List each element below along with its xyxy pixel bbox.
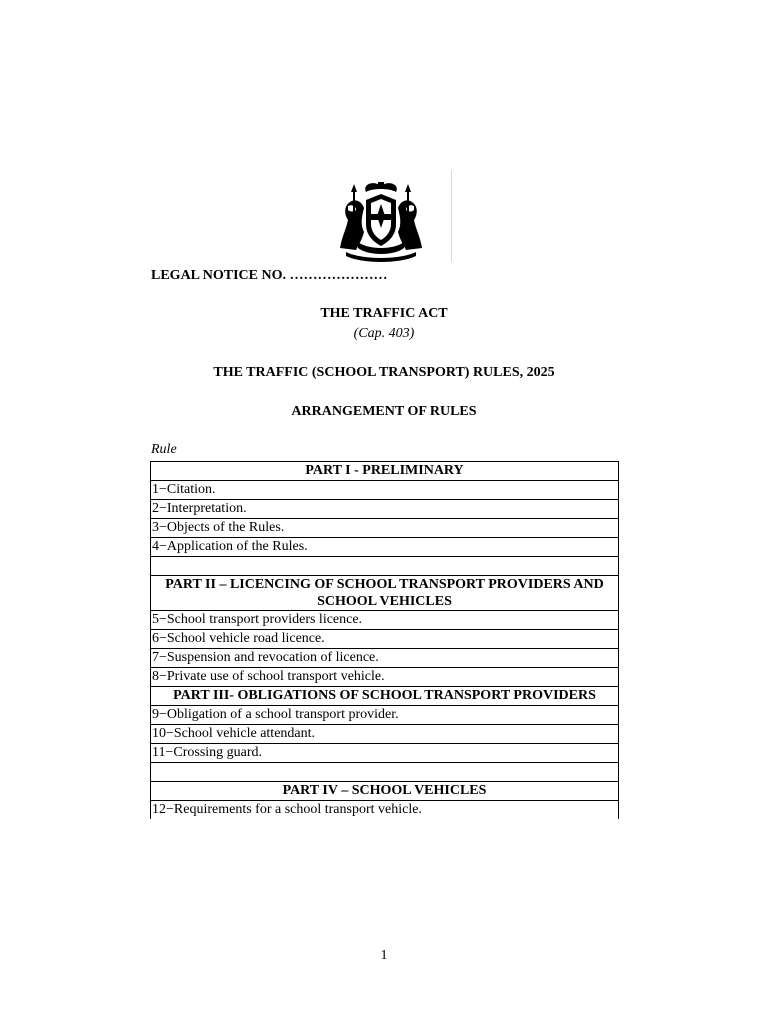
act-chapter: (Cap. 403) <box>353 326 415 341</box>
part-heading: PART IV – SCHOOL VEHICLES <box>151 782 619 801</box>
rule-row <box>151 611 619 630</box>
part-heading: PART III- OBLIGATIONS OF SCHOOL TRANSPORT PROVIDERS <box>151 687 619 706</box>
part-heading-row <box>151 687 619 706</box>
rule-entry: 1−Citation. <box>151 481 619 500</box>
rule-column-caption: Rule <box>151 442 177 457</box>
part-heading-row <box>151 576 619 611</box>
rule-entry <box>151 557 619 576</box>
rule-entry: 7−Suspension and revocation of licence. <box>151 649 619 668</box>
rule-entry: 10−School vehicle attendant. <box>151 725 619 744</box>
rule-entry <box>151 763 619 782</box>
rule-row <box>151 538 619 557</box>
rule-row <box>151 519 619 538</box>
part-heading-row <box>151 462 619 481</box>
rule-entry: 3−Objects of the Rules. <box>151 519 619 538</box>
rule-entry: 9−Obligation of a school transport provider. <box>151 706 619 725</box>
part-heading-row <box>151 782 619 801</box>
part-heading: PART I - PRELIMINARY <box>151 462 619 481</box>
rule-row <box>151 500 619 519</box>
rule-entry: 4−Application of the Rules. <box>151 538 619 557</box>
blank-row <box>151 763 619 782</box>
arrangement-title: ARRANGEMENT OF RULES <box>291 404 477 419</box>
legal-notice-number: LEGAL NOTICE NO. ………………… <box>151 268 388 283</box>
coat-of-arms-icon <box>338 180 424 262</box>
rule-row <box>151 481 619 500</box>
rule-entry: 2−Interpretation. <box>151 500 619 519</box>
rule-entry: 11−Crossing guard. <box>151 744 619 763</box>
page-number: 1 <box>380 948 388 963</box>
divider <box>451 170 452 262</box>
rule-row <box>151 744 619 763</box>
rule-entry: 8−Private use of school transport vehicle. <box>151 668 619 687</box>
rule-row <box>151 706 619 725</box>
rule-row <box>151 725 619 744</box>
rule-entry: 6−School vehicle road licence. <box>151 630 619 649</box>
act-title: THE TRAFFIC ACT <box>320 306 448 321</box>
rule-row <box>151 630 619 649</box>
rule-entry: 5−School transport providers licence. <box>151 611 619 630</box>
arrangement-table <box>150 461 619 819</box>
rules-title: THE TRAFFIC (SCHOOL TRANSPORT) RULES, 2025 <box>213 365 555 380</box>
blank-row <box>151 557 619 576</box>
rule-row <box>151 649 619 668</box>
rule-row <box>151 668 619 687</box>
rule-entry: 12−Requirements for a school transport vehicle. <box>151 801 619 820</box>
rule-row <box>151 801 619 820</box>
part-heading: PART II – LICENCING OF SCHOOL TRANSPORT PROVIDERS AND SCHOOL VEHICLES <box>151 576 619 611</box>
